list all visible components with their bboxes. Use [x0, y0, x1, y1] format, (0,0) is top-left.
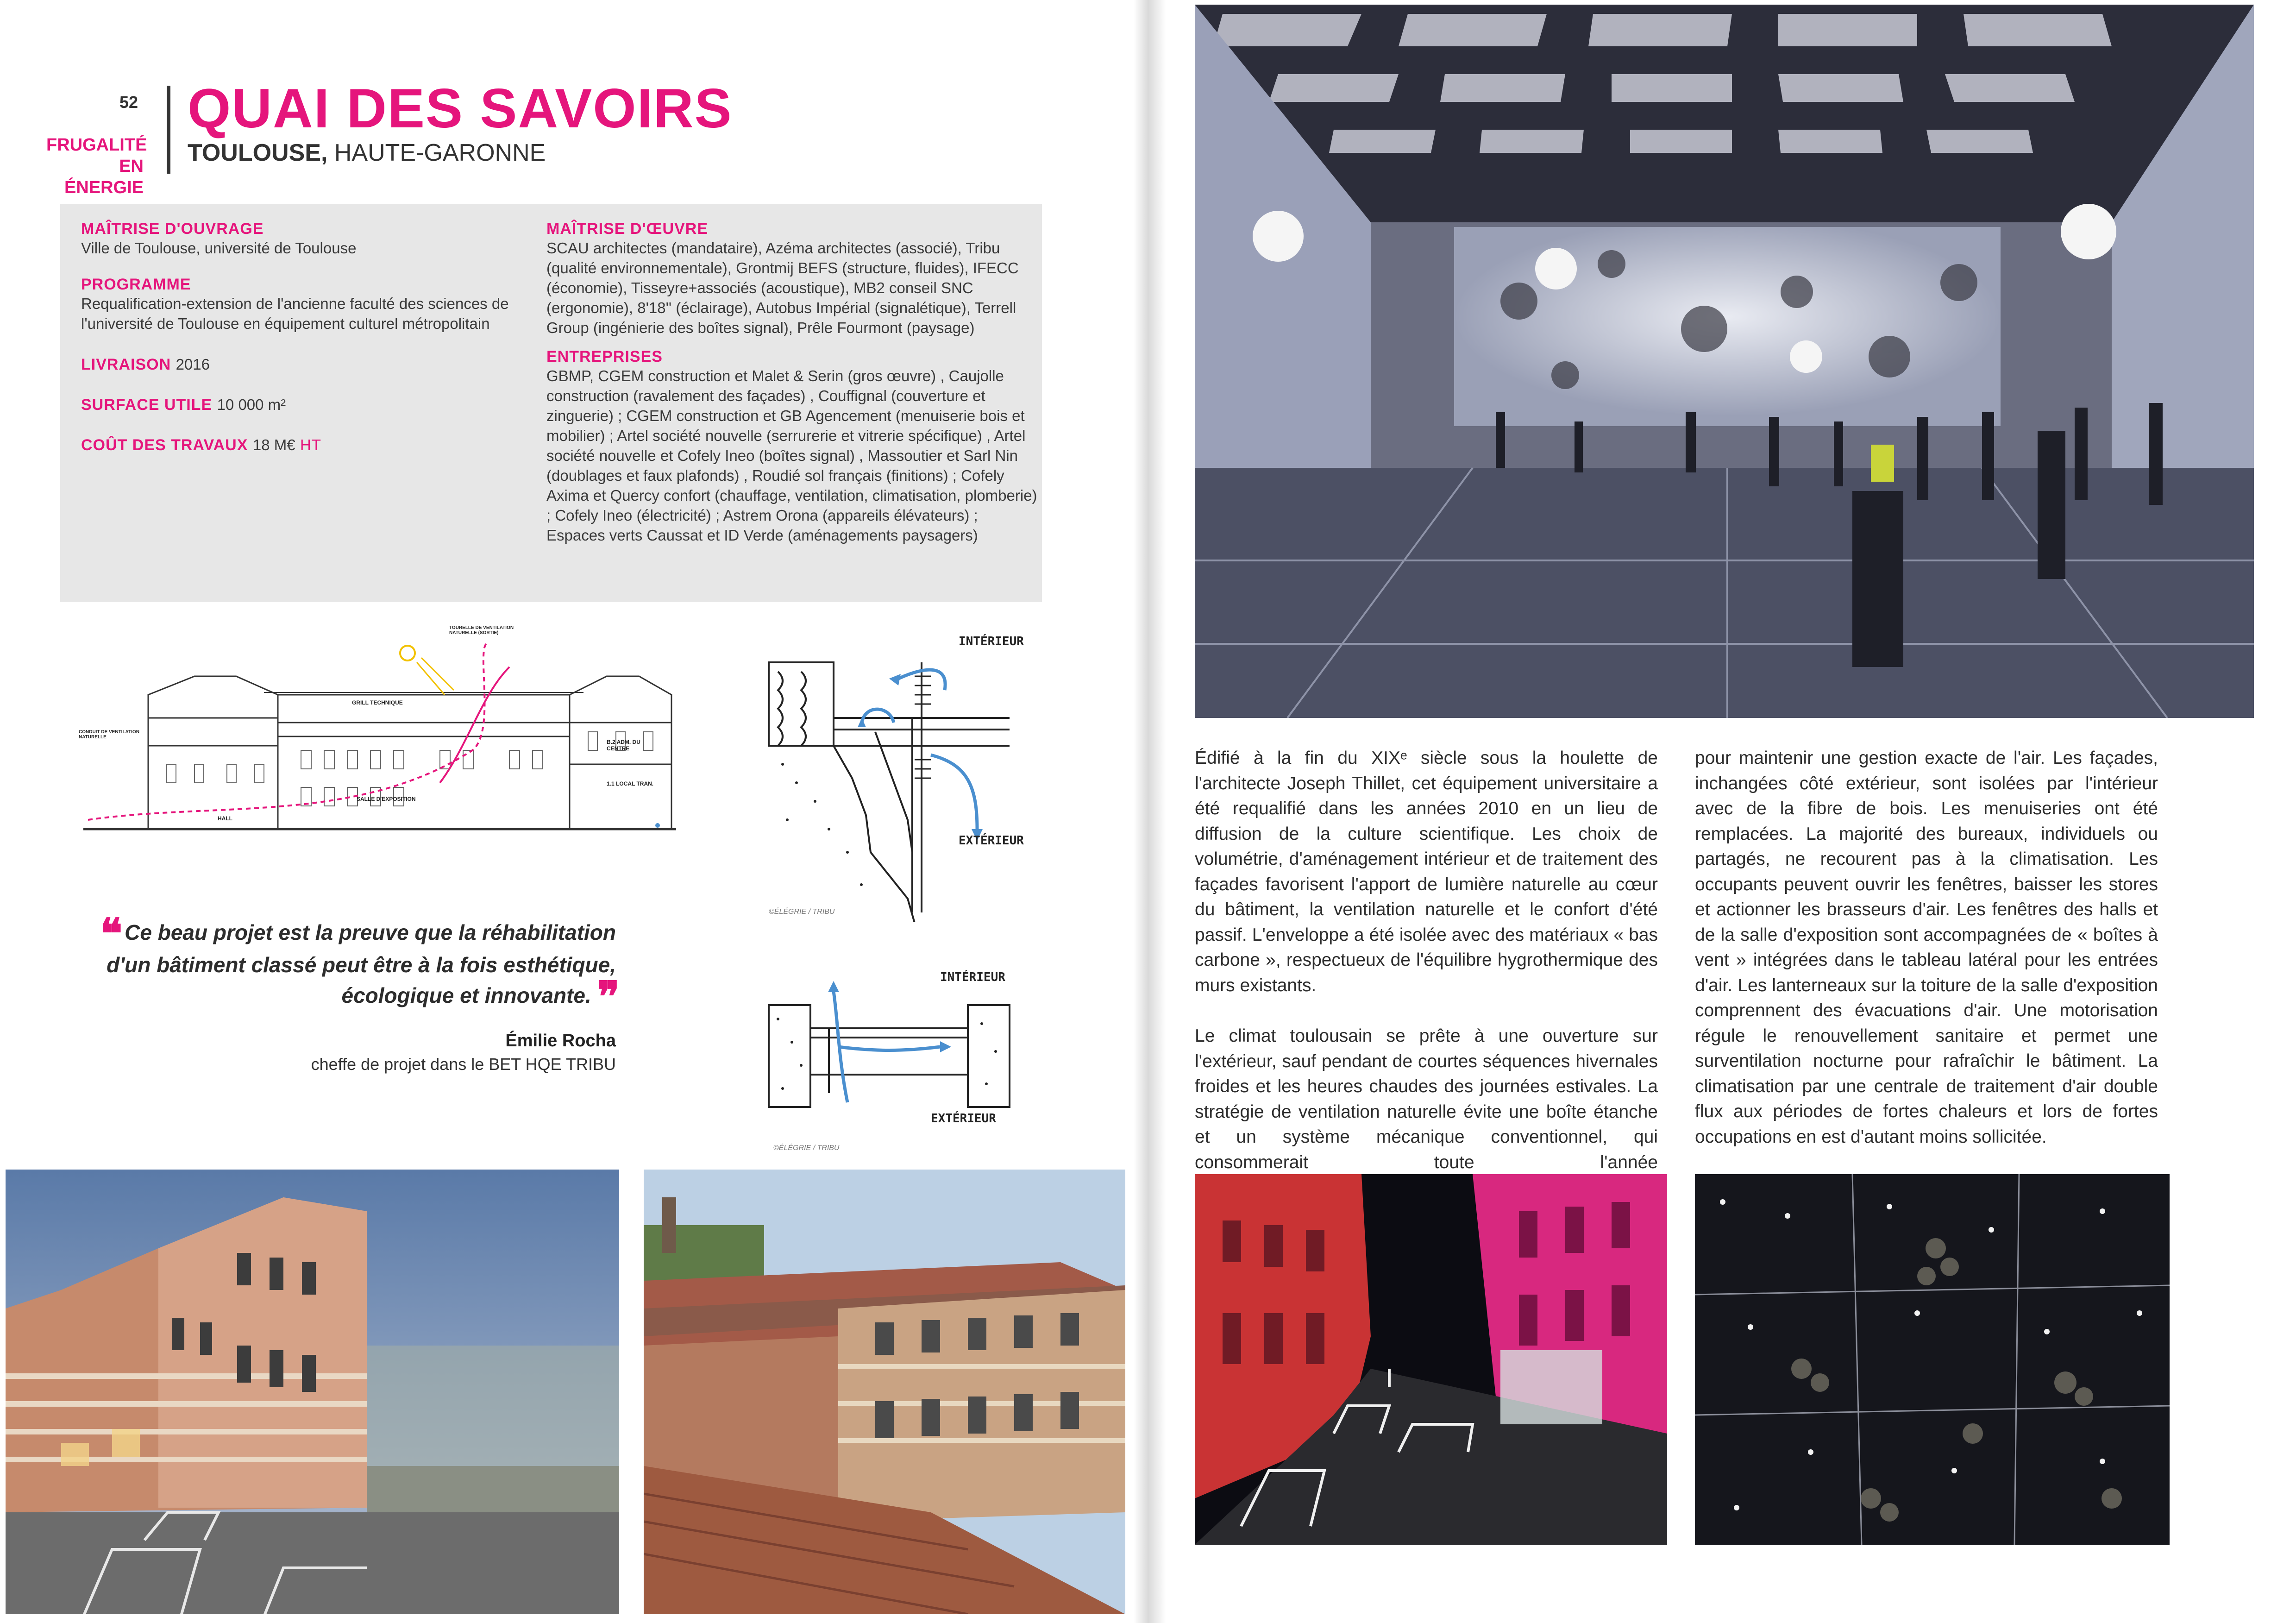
- entreprises-text: GBMP, CGEM construction et Malet & Serin (gros œuvre) , Caujolle construction (ravalement des façades) , Couffignal (couverture et zinguerie) ; CGEM construction et GB Agencement (menuiserie bois et mobilier) ; Artel société nouvelle (serrurerie et vitrerie spécifique) , Artel société nouvelle et Cofely Ineo (boîtes signal) , Massoutier et Sarl Nin (doublages et faux plafonds) , Roudié sol français (finitions) ; Cofely Axima et Quercy confort (chauffage, ventilation, climatisation, plomberie) ; Cofely Ineo (électricité) ; Astrem Orona (appareils élévateurs) ; Espaces verts Caussat et ID Verde (aménagements paysagers): [546, 367, 1037, 544]
- livraison-value: 2016: [176, 356, 210, 373]
- exhibition-hall-svg: [1195, 5, 2254, 718]
- aerial-crowd-photo: [1695, 1174, 2170, 1545]
- quote-open-icon: ❝: [100, 911, 119, 957]
- section-label-centre: B.2 ADM. DU CENTRE: [607, 739, 640, 752]
- section-label: [46, 134, 147, 198]
- sketch1-interieur-label: INTÉRIEUR: [959, 635, 1024, 648]
- quote-text: Ce beau projet est la preuve que la réhabilitation d'un bâtiment classé peut être à la fois esthétique, écologique et innovante.: [107, 920, 616, 1007]
- cout-unit: HT: [300, 436, 322, 453]
- article-column-2: [1695, 746, 2158, 1150]
- sketch2-interieur-label: INTÉRIEUR: [940, 970, 1005, 984]
- page-number: 52: [119, 93, 138, 112]
- facade-dusk-svg: [6, 1170, 619, 1614]
- surface-row: [81, 396, 544, 414]
- maitrise-oeuvre-label: MAÎTRISE D'ŒUVRE: [546, 220, 708, 238]
- quote-author: Émilie Rocha: [505, 1031, 616, 1051]
- maitrise-oeuvre-text: SCAU architectes (mandataire), Azéma architectes (associé), Tribu (qualité environnementale), Grontmij BEFS (structure, fluides), IFECC (économie), Tisseyre+associés (acoustique), MB2 conseil SNC (ergonomie), 8'18'' (éclairage), Autobus Impérial (signalétique), Terrell Group (ingénierie des boîtes signal), Prêle Fourmont (paysage): [546, 239, 1019, 336]
- info-left-column: [81, 220, 544, 454]
- section-line-1: FRUGALITÉ: [46, 135, 147, 155]
- entreprises-label: ENTREPRISES: [546, 348, 663, 365]
- window-detail-sketch-2: [755, 963, 1028, 1152]
- night-courtyard-svg: [1195, 1174, 1667, 1545]
- livraison-label: LIVRAISON: [81, 356, 171, 373]
- courtyard-rooftop-photo: [644, 1170, 1125, 1614]
- section-label-grill: GRILL TECHNIQUE: [352, 699, 403, 706]
- page-gutter: [1134, 0, 1166, 1623]
- cout-row: [81, 436, 544, 454]
- sketch2-exterieur-label: EXTÉRIEUR: [931, 1112, 996, 1126]
- maitrise-ouvrage-text: Ville de Toulouse, université de Toulouse: [81, 239, 357, 257]
- sketch2-credit: ©ÉLÉGRIE / TRIBU: [773, 1144, 840, 1152]
- subtitle-city: TOULOUSE,: [188, 139, 328, 166]
- section-label-top-note: TOURELLE DE VENTILATION NATURELLE (SORTIE): [449, 625, 514, 635]
- article-col1-paragraph-2: Le climat toulousain se prête à une ouverture sur l'extérieur, sauf pendant de courtes séquences hivernales froides et les heures chaudes des journées estivales. La stratégie de ventilation naturelle évite une boîte étanche et un système mécanique conventionnel, qui consommerait toute l'année: [1195, 1026, 1658, 1172]
- surface-value: 10 000 m²: [217, 396, 286, 413]
- article-col1-paragraph-1: Édifié à la fin du XIXᵉ siècle sous la houlette de l'architecte Joseph Thillet, cet équipement universitaire a été requalifié dans les années 2010 en un lieu de diffusion de la culture scientifique. Les choix de volumétrie, d'aménagement intérieur et de traitement des façades favorisent l'apport de lumière naturelle au cœur du bâtiment, la ventilation naturelle et le confort d'été passif. L'enveloppe a été isolée avec des matériaux « bas carbone », respectueux de l'équilibre hygrothermique des murs existants.: [1195, 748, 1658, 995]
- section-label-hall: HALL: [218, 815, 232, 822]
- section-label-salle: SALLE D'EXPOSITION: [357, 796, 416, 802]
- pull-quote: [69, 911, 616, 1074]
- section-line-2: EN ÉNERGIE: [64, 157, 144, 197]
- courtyard-rooftop-svg: [644, 1170, 1125, 1614]
- article-col2-paragraph-1: pour maintenir une gestion exacte de l'air. Les façades, inchangées côté extérieur, sont isolées par l'intérieur avec de la fibre de bois. Les menuiseries ont été remplacées. La majorité des bureaux, individuels ou partagés, ne recourent pas à la climatisation. Les occupants peuvent ouvrir les fenêtres, baisser les stores et actionner les brasseurs d'air. Les fenêtres des halls et de la salle d'exposition sont accompagnées de « boîtes à vent » intégrées dans le tableau latéral pour les entrées d'air. Les lanterneaux sur la toiture de la salle d'exposition comprennent des évacuations d'air. Une motorisation régule le renouvellement sanitaire et permet une surventilation nocturne pour rafraîchir le bâtiment. La climatisation par une centrale de traitement d'air double flux aux périodes de fortes chaleurs et lors de fortes occupations en est d'autant moins sollicitée.: [1695, 748, 2158, 1147]
- wall-detail-sketch-1: [755, 635, 1028, 922]
- exhibition-hall-interior-photo: [1195, 5, 2254, 718]
- cout-value: 18 M€: [252, 436, 295, 453]
- page-title: QUAI DES SAVOIRS: [188, 77, 733, 139]
- building-section-drawing: [79, 625, 681, 848]
- section-label-local: 1.1 LOCAL TRAN.: [607, 780, 654, 787]
- subtitle-region: HAUTE-GARONNE: [327, 139, 546, 166]
- sketch1-exterieur-label: EXTÉRIEUR: [959, 834, 1024, 848]
- info-right-column: [546, 220, 1037, 545]
- surface-label: SURFACE UTILE: [81, 396, 213, 414]
- page-subtitle: [188, 139, 546, 167]
- section-drawing-svg: [79, 625, 681, 848]
- night-courtyard-photo: [1195, 1174, 1667, 1545]
- maitrise-ouvrage-label: MAÎTRISE D'OUVRAGE: [81, 220, 264, 238]
- header-divider: [167, 86, 170, 174]
- cout-label: COÛT DES TRAVAUX: [81, 436, 248, 454]
- quote-close-icon: ❞: [597, 974, 616, 1020]
- aerial-crowd-svg: [1695, 1174, 2170, 1545]
- programme-label: PROGRAMME: [81, 276, 191, 293]
- sketch1-credit: ©ÉLÉGRIE / TRIBU: [769, 908, 835, 916]
- article-column-1: [1195, 746, 1658, 1175]
- programme-text: Requalification-extension de l'ancienne faculté des sciences de l'université de Toulouse en équipement culturel métropolitain: [81, 295, 509, 332]
- quote-body: [69, 911, 616, 1020]
- facade-dusk-photo: [6, 1170, 619, 1614]
- section-label-left-note: CONDUIT DE VENTILATION NATURELLE: [79, 730, 139, 740]
- sketch-1-svg: [755, 635, 1028, 922]
- quote-role: cheffe de projet dans le BET HQE TRIBU: [311, 1055, 616, 1074]
- livraison-row: [81, 356, 544, 374]
